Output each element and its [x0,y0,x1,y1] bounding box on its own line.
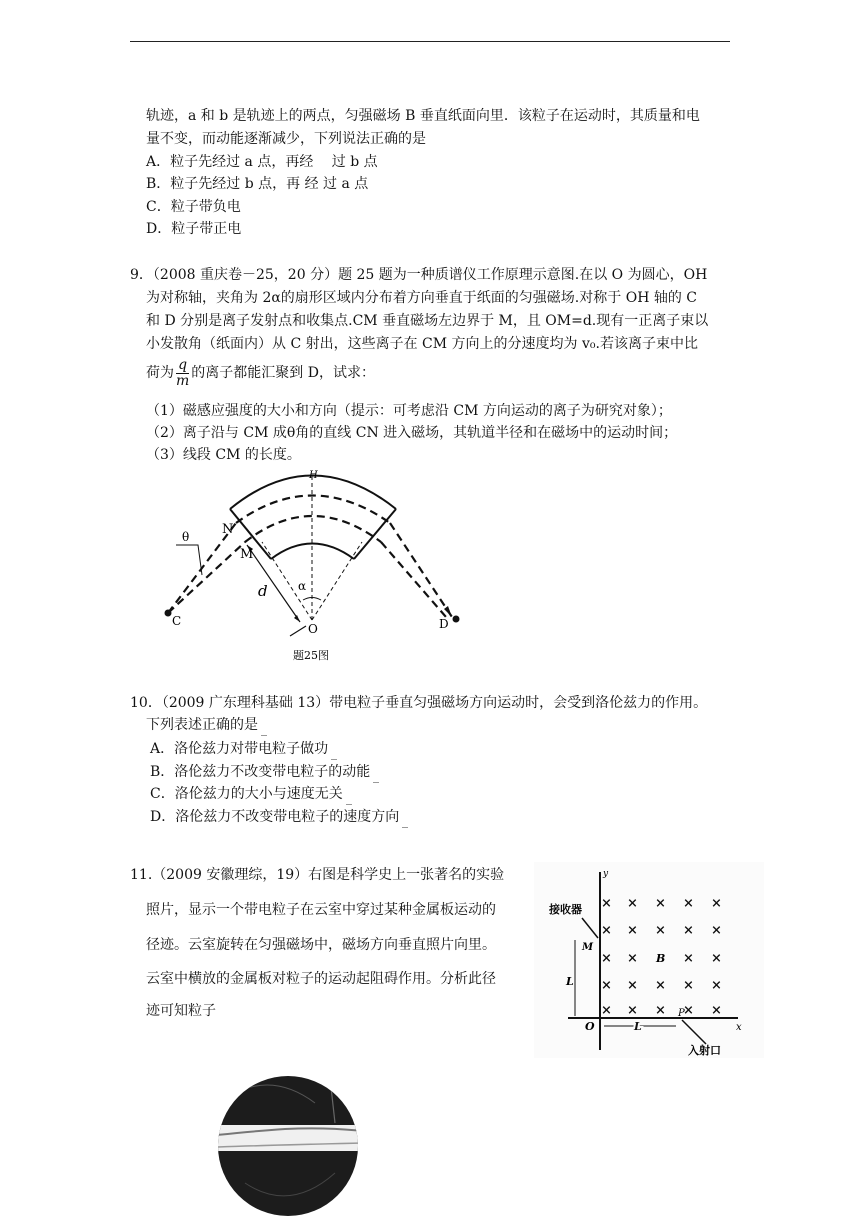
field-cross: × [601,1003,612,1018]
d-arrow-bottom [294,615,300,622]
label-m-field: M [582,942,594,953]
theta-leader [176,545,202,575]
o-tick [290,626,306,636]
q8-option-a: A．粒子先经过 a 点，再经 过 b 点 [146,154,378,170]
q11-line-4: 云室中横放的金属板对粒子的运动起阻碍作用。分析此径 [146,971,496,987]
field-cross: × [601,951,612,966]
q10-option-d [150,806,408,828]
fraction-denominator: m [176,372,190,389]
q10-option-c [150,783,352,805]
field-cross: × [683,951,694,966]
sector-right-edge [354,509,396,559]
field-cross: × [683,978,694,993]
answer-mark [331,759,337,760]
q9-figure [150,462,480,672]
path-to-d-2 [381,542,446,617]
field-cross: × [711,1003,722,1018]
label-y: y [603,869,609,879]
label-o: O [308,622,318,636]
label-l-horizontal: L [634,1020,642,1033]
q11-line-1: 11.（2009 安徽理综，19）右图是科学史上一张著名的实验 [130,867,505,883]
field-cross: × [655,978,666,993]
field-cross: × [627,951,638,966]
radius-line-right [312,542,362,620]
path-to-d-1 [390,523,452,617]
scan-background [534,862,764,1058]
q9-sub-3: （3）线段 CM 的长度。 [146,447,301,463]
label-b: B [656,952,666,965]
trajectory-inner [245,516,381,542]
q9-sub-1: （1）磁感应强度的大小和方向（提示：可考虑沿 CM 方向运动的离子为研究对象）； [146,403,672,419]
field-cross: × [711,951,722,966]
field-cross: × [627,896,638,911]
field-cross: × [655,923,666,938]
point-c [165,610,172,617]
q8-line-2: 量不变，而动能逐渐减少，下列说法正确的是 [146,131,426,147]
q10-option-a [150,738,337,760]
q9-line-5-pre: 荷为 [146,365,174,381]
q10-option-c-text: C．洛伦兹力的大小与速度无关 [150,786,343,802]
label-h: H [309,470,318,481]
q9-line-2: 为对称轴，夹角为 2α的扇形区域内分布着方向垂直于纸面的匀强磁场.对称于 OH 轴的 C [146,290,698,306]
path-cm [168,542,245,613]
label-receiver: 接收器 [549,903,582,916]
field-cross: × [627,1003,638,1018]
field-cross: × [627,978,638,993]
answer-mark [402,827,408,828]
q8-option-d: D．粒子带正电 [146,221,242,237]
label-m: M [240,547,254,562]
field-cross: × [711,896,722,911]
q10-option-d-text: D．洛伦兹力不改变带电粒子的速度方向 [150,809,400,825]
label-d: d [258,582,268,600]
label-theta: θ [182,530,190,544]
label-o-field: O [585,1020,595,1033]
trajectory-outer [236,496,390,524]
answer-mark [373,782,379,783]
header-rule [130,41,730,42]
q11-line-2: 照片，显示一个带电粒子在云室中穿过某种金属板运动的 [146,902,496,918]
q9-line-1: 9．（2008 重庆卷－25，20 分）题 25 题为一种质谱仪工作原理示意图.在以 O 为圆心，OH [130,267,708,283]
field-cross: × [683,896,694,911]
label-c: C [172,614,182,628]
fraction-numerator: q [176,358,189,374]
charge-mass-fraction [176,358,189,389]
field-cross: × [601,896,612,911]
q10-option-b-text: B．洛伦兹力不改变带电粒子的动能 [150,764,371,780]
field-cross: × [655,1003,666,1018]
field-cross: × [711,978,722,993]
answer-mark [261,735,267,736]
point-d [453,616,460,623]
q9-line-5-post: 的离子都能汇聚到 D，试求： [191,365,375,381]
label-alpha: α [298,579,307,593]
q8-option-b: B．粒子先经过 b 点，再 经 过 a 点 [146,176,369,192]
field-cross: × [655,896,666,911]
label-l-vertical: L [566,975,574,988]
figure-caption: 题25图 [293,649,329,662]
field-cross: × [601,978,612,993]
q10-line-2-text: 下列表述正确的是 [146,717,258,733]
q9-line-5 [146,356,375,390]
label-d-point: D [439,617,449,631]
field-cross: × [683,923,694,938]
field-cross: × [627,923,638,938]
field-cross: × [711,923,722,938]
q8-option-c: C．粒子带负电 [146,199,241,215]
field-cross: × [683,1003,694,1018]
q10-option-b [150,761,379,783]
q9-sub-2: （2）离子沿与 CM 成θ角的直线 CN 进入磁场，其轨道半径和在磁场中的运动时间； [146,425,678,441]
q10-line-1: 10．（2009 广东理科基础 13）带电粒子垂直匀强磁场方向运动时，会受到洛伦兹力的作用。 [130,695,708,711]
label-n: N [222,522,234,537]
q11-line-3: 径迹。云室旋转在匀强磁场中，磁场方向垂直照片向里。 [146,937,496,953]
label-x: x [736,1022,742,1033]
q9-line-4: 小发散角（纸面内）从 C 射出，这些离子在 CM 方向上的分速度均为 v₀.若该离子束中比 [146,336,698,352]
field-cross: × [601,923,612,938]
cloud-chamber-photo [215,1073,365,1216]
label-p: P [678,1008,685,1019]
q10-line-2 [146,714,267,736]
q11-field-figure [534,862,764,1058]
q11-line-5: 迹可知粒子 [146,1003,216,1019]
q9-line-3: 和 D 分别是离子发射点和收集点.CM 垂直磁场左边界于 M，且 OM=d.现有一正离子束以 [146,313,709,329]
label-entrance: 入射口 [688,1044,721,1057]
q10-option-a-text: A．洛伦兹力对带电粒子做功 [150,741,329,757]
answer-mark [346,804,352,805]
q8-line-1: 轨迹，a 和 b 是轨迹上的两点，匀强磁场 B 垂直纸面向里．该粒子在运动时，其质量和电 [146,108,700,124]
